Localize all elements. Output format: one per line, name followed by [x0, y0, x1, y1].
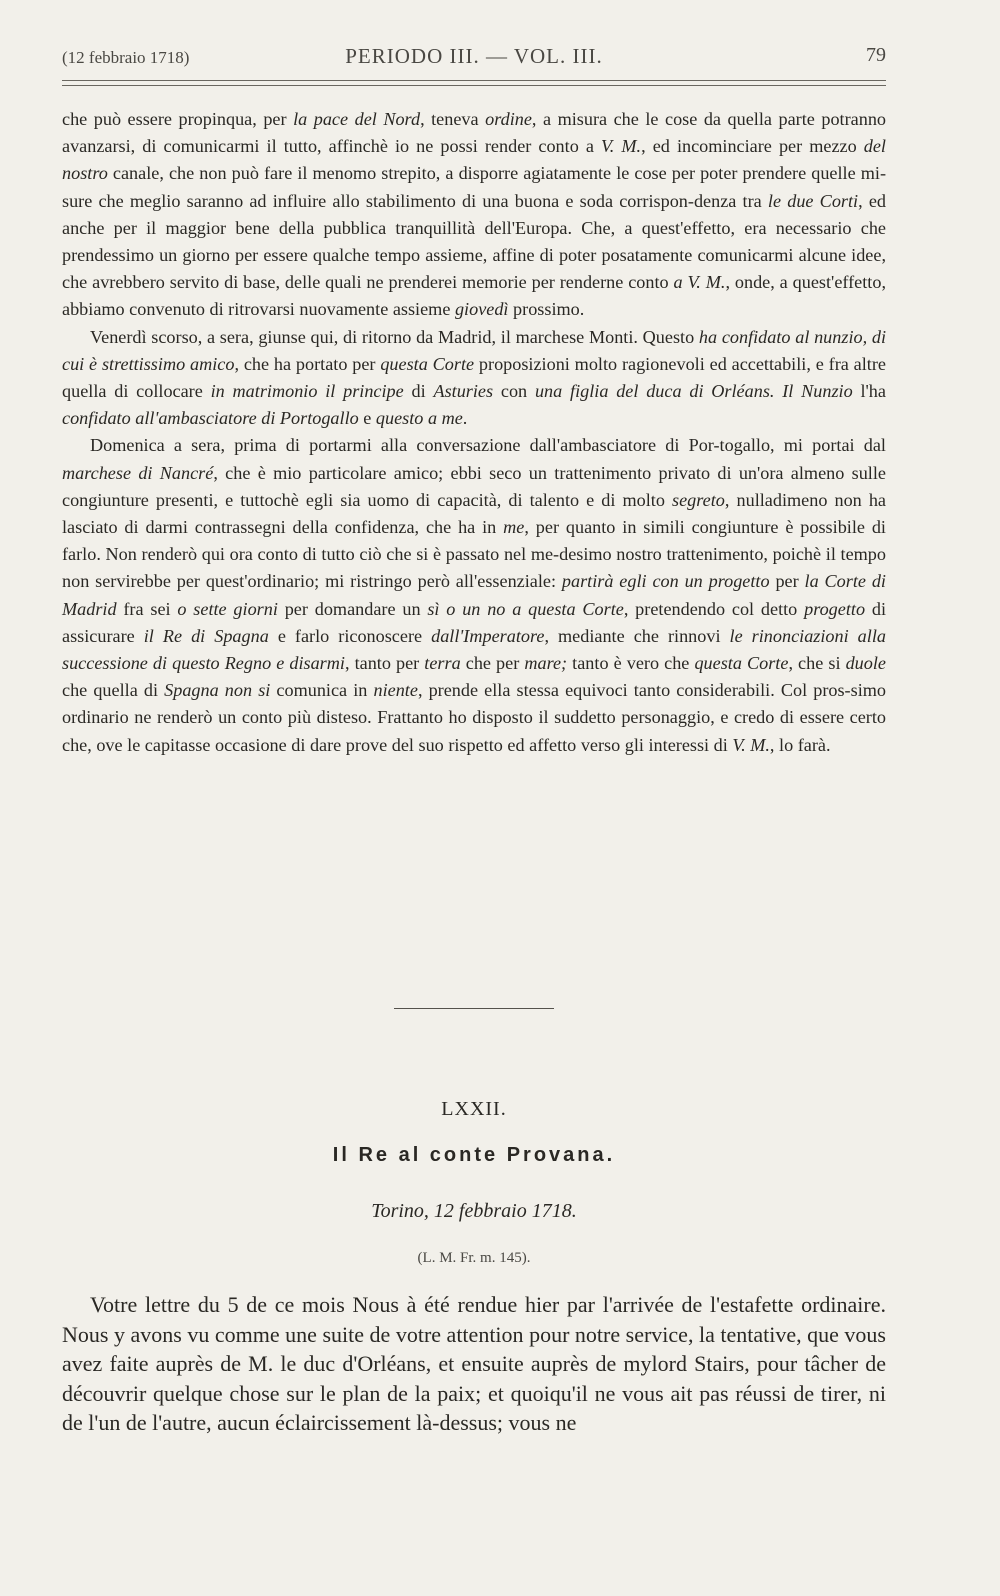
- text-run: fra sei: [116, 598, 178, 619]
- text-run: , che ha portato per: [234, 353, 381, 374]
- italic-run: la pace del Nord: [293, 109, 421, 129]
- italic-run: le rinonciazioni alla successione di questo Regno e disarmi: [62, 625, 886, 674]
- italic-run: Asturies: [433, 381, 494, 402]
- text-run: per: [769, 571, 805, 592]
- text-run: , pretendendo col detto: [623, 598, 805, 619]
- text-run: di: [403, 381, 434, 402]
- running-head: [62, 44, 886, 72]
- italic-run: confidato: [62, 408, 131, 429]
- italic-run: la Corte di Madrid: [62, 571, 886, 619]
- text-run: Venerdì scorso, a sera, giunse qui, di ritorno da Madrid, il marchese Monti. Questo: [90, 326, 699, 347]
- italic-run: progetto: [804, 598, 866, 619]
- text-run: , a misura che le cose da quella parte potranno avanzarsi, di comunicarmi il tutto, affinchè io ne possi render conto a: [62, 109, 887, 157]
- italic-run: o sette giorni: [177, 598, 278, 619]
- text-run: tanto è vero che: [567, 653, 695, 674]
- italic-run: dall'Imperatore: [431, 625, 545, 646]
- italic-run: me: [503, 517, 525, 538]
- italic-run: duole: [845, 653, 886, 674]
- body-text: [62, 106, 886, 759]
- text-run: per domandare un: [277, 598, 428, 619]
- italic-run: le due Corti: [767, 190, 859, 211]
- text-run: che quella di: [62, 680, 165, 701]
- italic-run: mare;: [524, 653, 568, 674]
- italic-run: sì o un no a questa Corte: [427, 598, 624, 619]
- italic-run: V. M.: [601, 136, 642, 157]
- text-run: , per quanto in simili congiunture è possibile di farlo. Non renderò qui ora conto di tutto ciò che si è passato nel me-desimo nostro trattenimento, poichè il tempo non servirebbe per quest'ordinario; mi ristringo però all'essenziale:: [62, 517, 886, 592]
- text-run: di assicurare: [62, 598, 887, 646]
- text-run: e: [358, 408, 376, 429]
- text-run: proposizioni molto ragionevoli ed accettabili, e fra altre quella di collocare: [62, 353, 886, 402]
- text-run: Domenica a sera, prima di portarmi alla conversazione dall'ambasciatore di Por-togallo, mi portai dal: [90, 435, 886, 456]
- text-run: , ed incominciare per mezzo: [641, 136, 864, 157]
- page-number: 79: [866, 44, 886, 66]
- italic-run: questo a me: [375, 408, 463, 429]
- paragraph-2: [62, 324, 886, 433]
- paragraph-3: [62, 432, 886, 758]
- text-run: , ed anche per il maggior bene della pubblica tranquillità dell'Europa. Che, a quest'effetto, era necessario che prendessimo un giorno per essere qualche tempo assieme, affine di poter posatamente comunicarmi alcune idee, che avrebbero servito di base, delle quali ne prenderei memorie per renderne conto: [62, 190, 886, 293]
- text-run: , nulladimeno non ha lasciato di darmi contrassegni della confidenza, che ha in: [62, 489, 886, 538]
- text-run: l'ha: [852, 381, 886, 402]
- text-run: , che è mio particolare amico; ebbi seco un trattenimento privato di un'ora almeno sulle congiunture presenti, e tuttochè egli sia uomo di capacità, di talento e di molto: [62, 462, 886, 510]
- archive-reference: (L. M. Fr. m. 145).: [417, 1250, 531, 1266]
- italic-run: V. M.: [732, 734, 770, 755]
- italic-run: ordine: [485, 109, 532, 129]
- italic-run: questa Corte: [380, 353, 475, 374]
- header-rule: [62, 80, 886, 86]
- text-run: e farlo riconoscere: [268, 625, 432, 646]
- text-run: che per: [460, 653, 525, 674]
- text-run: , tanto per: [344, 653, 425, 674]
- letter-text: [62, 1290, 886, 1438]
- italic-run: il Re di Spagna: [143, 625, 269, 646]
- document-heading: Il Re al conte Provana.: [332, 1144, 616, 1166]
- italic-run: ha confidato al nunzio, di cui è strettissimo amico: [62, 326, 886, 374]
- paragraph-1: [62, 106, 886, 324]
- italic-run: all'ambasciatore di Portogallo: [135, 408, 359, 429]
- document-number: LXXII.: [441, 1098, 507, 1120]
- italic-run: giovedì: [454, 299, 509, 320]
- text-run: prossimo.: [508, 299, 585, 320]
- italic-run: terra: [424, 653, 461, 674]
- italic-run: niente: [373, 680, 418, 701]
- text-run: con: [493, 381, 535, 402]
- section-divider: [394, 1008, 554, 1009]
- italic-run: una figlia del duca di Orléans. Il Nunzio: [534, 381, 853, 402]
- text-run: , mediante che rinnovi: [544, 625, 730, 646]
- italic-run: partirà egli con un progetto: [561, 571, 770, 592]
- text-run: comunica in: [270, 680, 374, 701]
- italic-run: marchese di Nancré: [62, 462, 214, 483]
- document-date: Torino, 12 febbraio 1718.: [371, 1200, 577, 1222]
- text-run: , lo farà.: [769, 734, 831, 755]
- letter-paragraph: Votre lettre du 5 de ce mois Nous à été rendue hier par l'arrivée de l'estafette ordinaire. Nous y avons vu comme une suite de votre attention pour notre service, la tentative, que vous avez faite auprès de M. le duc d'Orléans, et ensuite auprès de mylord Stairs, pour tâcher de découvrir quelque chose sur le plan de la paix; et quoiqu'il ne vous ait pas réussi de tirer, ni de l'un de l'autre, aucun éclaircissement là-dessus; vous ne: [62, 1292, 886, 1436]
- text-run: , teneva: [420, 109, 486, 129]
- italic-run: Spagna non si: [164, 680, 271, 701]
- text-run: canale, che non può fare il menomo strepito, a disporre agiatamente le cose per poter prendere quelle mi-sure che meglio saranno ad influire allo stabilimento di una buona e soda corrispon-denza tra: [62, 163, 886, 211]
- text-run: , onde, a quest'effetto, abbiamo convenuto di ritrovarsi nuovamente assieme: [62, 272, 886, 320]
- italic-run: del nostro: [62, 136, 886, 184]
- italic-run: a V. M.: [673, 272, 726, 293]
- italic-run: segreto: [672, 489, 725, 510]
- text-run: .: [462, 408, 468, 429]
- text-run: , prende ella stessa equivoci tanto considerabili. Col pros-simo ordinario ne renderò un conto più disteso. Frattanto ho disposto il suddetto personaggio, e credo di essere certo che, ove le capitasse occasione di dare prove del suo rispetto ed affetto verso gli interessi di: [62, 680, 886, 755]
- text-run: , che si: [788, 653, 846, 674]
- running-head-title: PERIODO III. — VOL. III.: [345, 44, 603, 68]
- italic-run: in matrimonio il principe: [210, 381, 404, 402]
- italic-run: questa Corte: [694, 653, 789, 674]
- text-run: che può essere propinqua, per: [62, 109, 294, 129]
- running-head-date: (12 febbraio 1718): [62, 48, 190, 67]
